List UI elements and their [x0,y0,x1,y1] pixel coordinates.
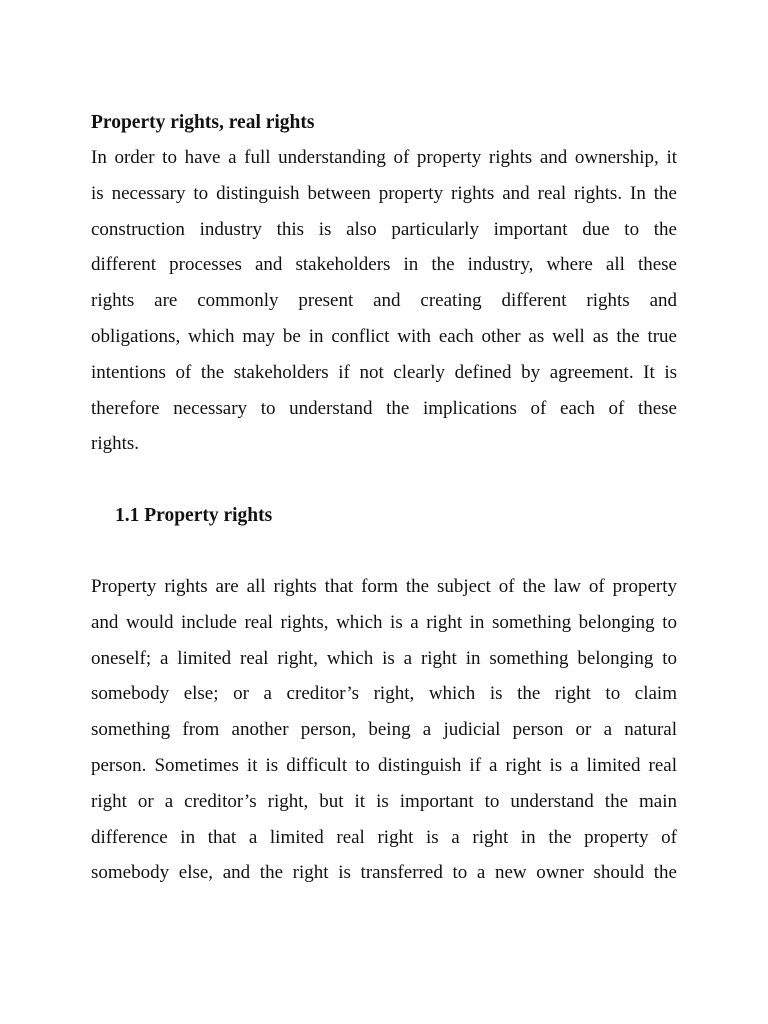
text-line: oneself; a limited real right, which is a right in something belonging to [91,647,677,669]
text-line: different processes and stakeholders in the industry, where all these [91,254,677,276]
text-line: somebody else; or a creditor’s right, which is the right to claim [91,683,677,705]
text-line: In order to have a full understanding of property rights and ownership, it [91,147,677,168]
text-line: something from another person, being a judicial person or a natural [91,719,677,741]
paragraph-intro [91,140,677,462]
text-line: somebody else, and the right is transferred to a new owner should the [91,862,677,884]
section-heading: 1.1 Property rights [115,505,273,526]
text-line: difference in that a limited real right is a right in the property of [91,826,677,848]
text-line: person. Sometimes it is difficult to distinguish if a right is a limited real [91,754,677,776]
text-line: is necessary to distinguish between property rights and real rights. In the [91,182,677,204]
text-line: intentions of the stakeholders if not clearly defined by agreement. It is [91,361,677,383]
text-line: and would include real rights, which is a right in something belonging to [91,611,677,633]
text-line: right or a creditor’s right, but it is important to understand the main [91,790,677,812]
paragraph-property-rights [91,569,677,891]
text-line: obligations, which may be in conflict with each other as well as the true [91,325,677,347]
page-title: Property rights, real rights [91,112,315,133]
text-line: construction industry this is also particularly important due to the [91,218,677,240]
text-line: rights. [91,433,140,455]
text-line: Property rights are all rights that form the subject of the law of property [91,576,677,597]
text-line: rights are commonly present and creating different rights and [91,290,677,312]
text-line: therefore necessary to understand the implications of each of these [91,397,677,419]
